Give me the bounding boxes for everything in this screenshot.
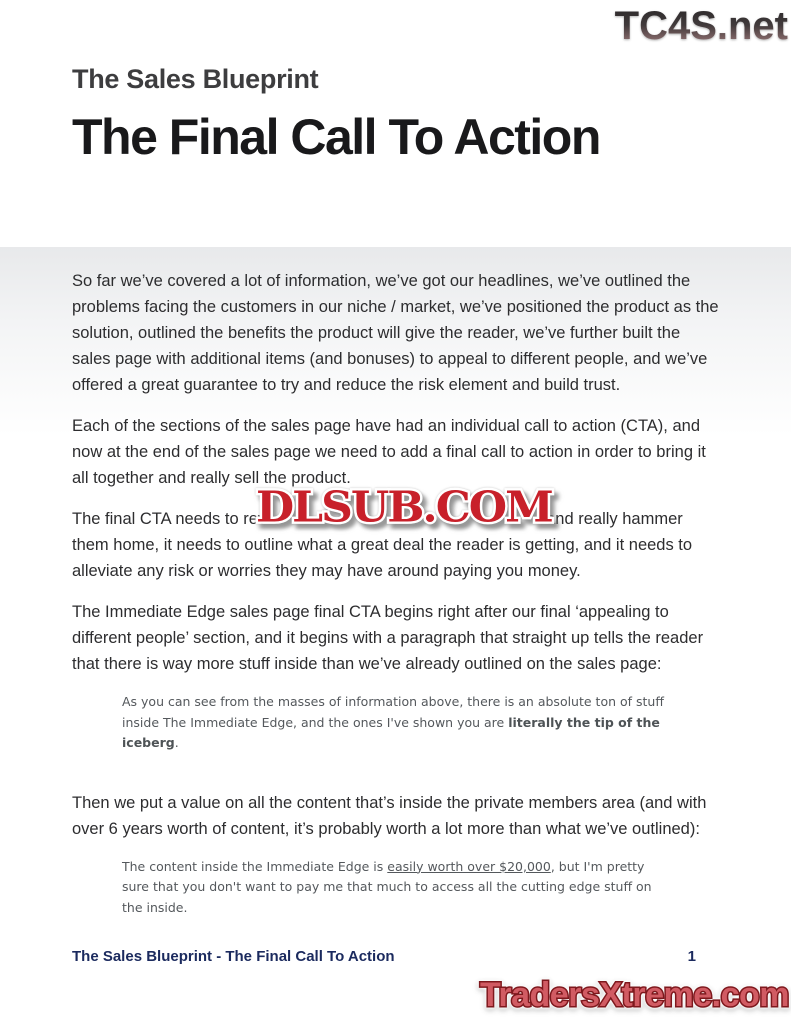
quote1-text: As you can see from the masses of information above, there is an absolute ton of stuff inside The Immediate Edge, and the ones I've shown you are [122, 694, 664, 730]
page-title: The Final Call To Action [72, 109, 600, 165]
page-number: 1 [687, 948, 696, 965]
document-body [72, 268, 722, 918]
quote2-rest: , but I'm pretty sure that you don't want to pay me that much to access all the cutting edge stuff on the inside. [122, 858, 652, 915]
tc4s-watermark: TC4S.net [614, 4, 788, 48]
tradersxtreme-watermark: TradersXtreme.com [480, 976, 789, 1014]
footer-title: The Sales Blueprint - The Final Call To Action [72, 948, 395, 965]
paragraph-immediate-edge: The Immediate Edge sales page final CTA begins right after our final ‘appealing to different people’ section, and it begins with a paragraph that straight up tells the reader that there is way more stuff inside than we’ve already outlined on the sales page: [72, 603, 704, 673]
paragraph-final-cta-after: and really hammer them home, it needs to outline what a great deal the reader is getting, and it needs to alleviate any risk or worries they may have around paying you money. [72, 510, 693, 580]
paragraph-value: Then we put a value on all the content that’s inside the private members area (and with over 6 years worth of content, it’s probably worth a lot more than what we’ve outlined): [72, 793, 707, 838]
dlsub-watermark: DLSUB.COM [256, 483, 552, 532]
series-title: The Sales Blueprint [72, 64, 319, 94]
price-link-text: easily worth over $20,000 [387, 858, 551, 874]
paragraph-sections-cta: Each of the sections of the sales page have had an individual call to action (CTA), and now at the end of the sales page we need to add a final call to action in order to bring it all together and really sell the product. [72, 417, 706, 487]
paragraph-intro: So far we’ve covered a lot of information, we’ve got our headlines, we’ve outlined the problems facing the customers in our niche / market, we’ve positioned the product as the solution, outlined the benefits the product will give the reader, we’ve further built the sales page with additional items (and bonuses) to appeal to different people, and we’ve offered a great guarantee to try and reduce the risk element and build trust. [72, 272, 719, 394]
quote1-bold-text: literally the tip of the iceberg [122, 714, 660, 750]
paragraph-final-cta-before: The final CTA needs to rev [72, 510, 267, 528]
quote1-period: . [174, 735, 179, 750]
document-header [72, 64, 600, 164]
sales-page-quote-2 [122, 857, 667, 919]
sales-page-quote-1 [122, 692, 667, 754]
quote2-text: The content inside the Immediate Edge is [122, 858, 388, 874]
document-footer [72, 948, 722, 965]
